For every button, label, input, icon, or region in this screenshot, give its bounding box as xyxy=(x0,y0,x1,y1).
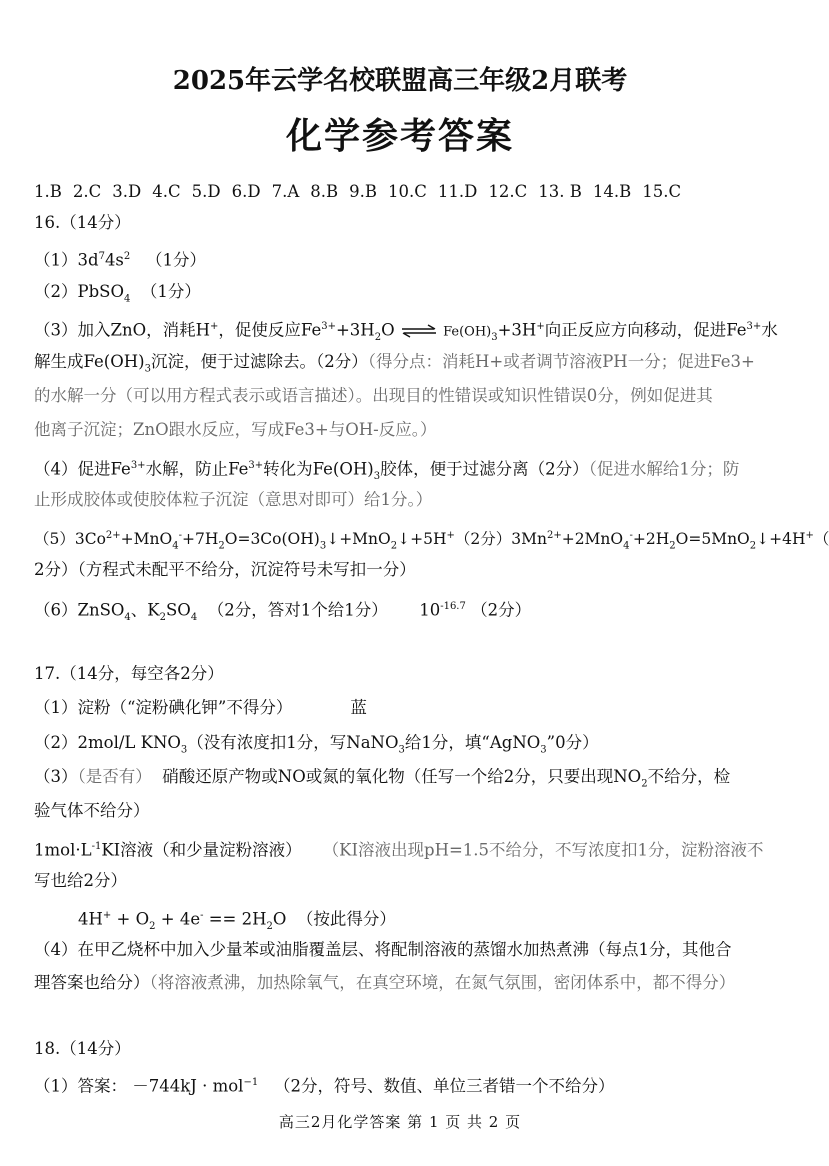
mc-answer: 6.D xyxy=(231,182,261,201)
q17-part3-line4: 写也给2分） xyxy=(34,871,127,890)
mc-answer: 9.B xyxy=(349,182,377,201)
q18-heading: 18.（14分） xyxy=(34,1039,131,1058)
mc-answer: 10.C xyxy=(388,182,427,201)
mc-answer: 3.D xyxy=(112,182,142,201)
mc-answers-row xyxy=(34,181,780,203)
q18-part1: （1）答案： －744kJ · mol$^{-1}$ （2分，符号、数值、单位三者错一个不给分） xyxy=(34,1076,615,1096)
document-title: 化学参考答案 xyxy=(285,115,514,157)
q16-part3-line2: 解生成$Fe(OH)_3$沉淀，便于过滤除去。（2分）（得分点：消耗H+或者调节溶液PH一分；促进Fe3+ xyxy=(34,352,755,375)
q16-part3-line3: 的水解一分（可以用方程式表示或语言描述）。出现目的性错误或知识性错误0分，例如促进其 xyxy=(34,386,713,405)
q17-part3-line2: 验气体不给分） xyxy=(34,801,150,820)
q16-part1: $(1)3d^74s^2$ （1分） xyxy=(34,250,207,270)
q17-part4-line2: 理答案也给分）（将溶液煮沸，加热除氧气，在真空环境，在氮气氛围，密闭体系中，都不得分） xyxy=(34,973,736,992)
mc-answer: 15.C xyxy=(642,182,682,201)
q16-part5-line1: $(5)3Co^{2+}+MnO_4^-+7H_2O=3Co(OH)_3↓+MnO_2↓+5H^+(2$分）$3Mn^{2+}+2MnO_4^-+2H_2O=5MnO_2↓+4H^+$（ xyxy=(34,530,829,552)
q17-part1: （1）淀粉（“淀粉碘化钾”不得分） 蓝 xyxy=(34,698,367,717)
q17-part4-line1: （4）在甲乙烧杯中加入少量苯或油脂覆盖层、将配制溶液的蒸馏水加热煮沸（每点1分，其他合 xyxy=(34,940,732,959)
q17-part2: （2）2mol/L $KNO_3$（没有浓度扣1分，写NaNO$_3$给1分，填“AgNO$_3$”0分） xyxy=(34,733,599,756)
q17-part3-line1: （3）（是否有） 硝酸还原产物或NO或氮的氧化物（任写一个给2分，只要出现$NO_2$不给分，检 xyxy=(34,767,731,790)
q16-part4-line1: （4）促进$Fe^{3+}$水解，防止$Fe^{3+}$转化为$Fe(OH)_3$胶体，便于过滤分离（2分）（促进水解给1分；防 xyxy=(34,459,740,482)
mc-answer: 2.C xyxy=(72,182,102,201)
page-footer: 高三2月化学答案 第 1 页 共 2 页 xyxy=(278,1113,522,1131)
q16-part3-line1: （3）加入ZnO，消耗H+，促使反应$Fe^{3+}+3H_2O$ $Fe(OH)_3+3H^+$向正反应方向移动，促进$Fe^{3+}$水 xyxy=(34,320,778,343)
q16-heading: 16.（14分） xyxy=(34,213,131,232)
q16-part4-line2: 止形成胶体或使胶体粒子沉淀（意思对即可）给1分。） xyxy=(34,490,433,509)
exam-title: 2025年云学名校联盟高三年级2月联考 xyxy=(172,66,628,96)
q17-part3-line3: $1mol\cdot L^{-1}KI$溶液（和少量淀粉溶液） （KI溶液出现pH=1.5不给分，不写浓度扣1分，淀粉溶液不 xyxy=(34,840,764,860)
mc-answer: 14.B xyxy=(592,182,632,201)
mc-answer: 5.D xyxy=(191,182,221,201)
q16-part5-line2: 2分）（方程式未配平不给分，沉淀符号未写扣一分） xyxy=(34,560,416,579)
mc-answer: 13. B xyxy=(538,182,582,201)
mc-answer: 11.D xyxy=(437,182,478,201)
mc-answer: 8.B xyxy=(310,182,339,201)
q16-part2: （2）PbSO$_4$ （1分） xyxy=(34,282,201,305)
mc-answer: 1.B xyxy=(34,182,62,201)
q16-part6: （6）ZnSO$_4$、$K_2SO_4$ （2分，答对1个给1分） $10^{-16.7}$ （2分） xyxy=(34,600,532,623)
q17-heading: 17.（14分，每空各2分） xyxy=(34,664,224,683)
mc-answer: 7.A xyxy=(271,182,300,201)
mc-answer: 4.C xyxy=(152,182,181,201)
q16-part3-line4: 他离子沉淀；ZnO跟水反应，写成Fe3+与OH-反应。） xyxy=(34,420,437,439)
q17-equation: $4H^+ + O_2 + 4e^- == 2H_2O$ （按此得分） xyxy=(78,909,396,932)
mc-answer: 12.C xyxy=(488,182,528,201)
equilibrium-arrow-icon xyxy=(400,325,438,337)
